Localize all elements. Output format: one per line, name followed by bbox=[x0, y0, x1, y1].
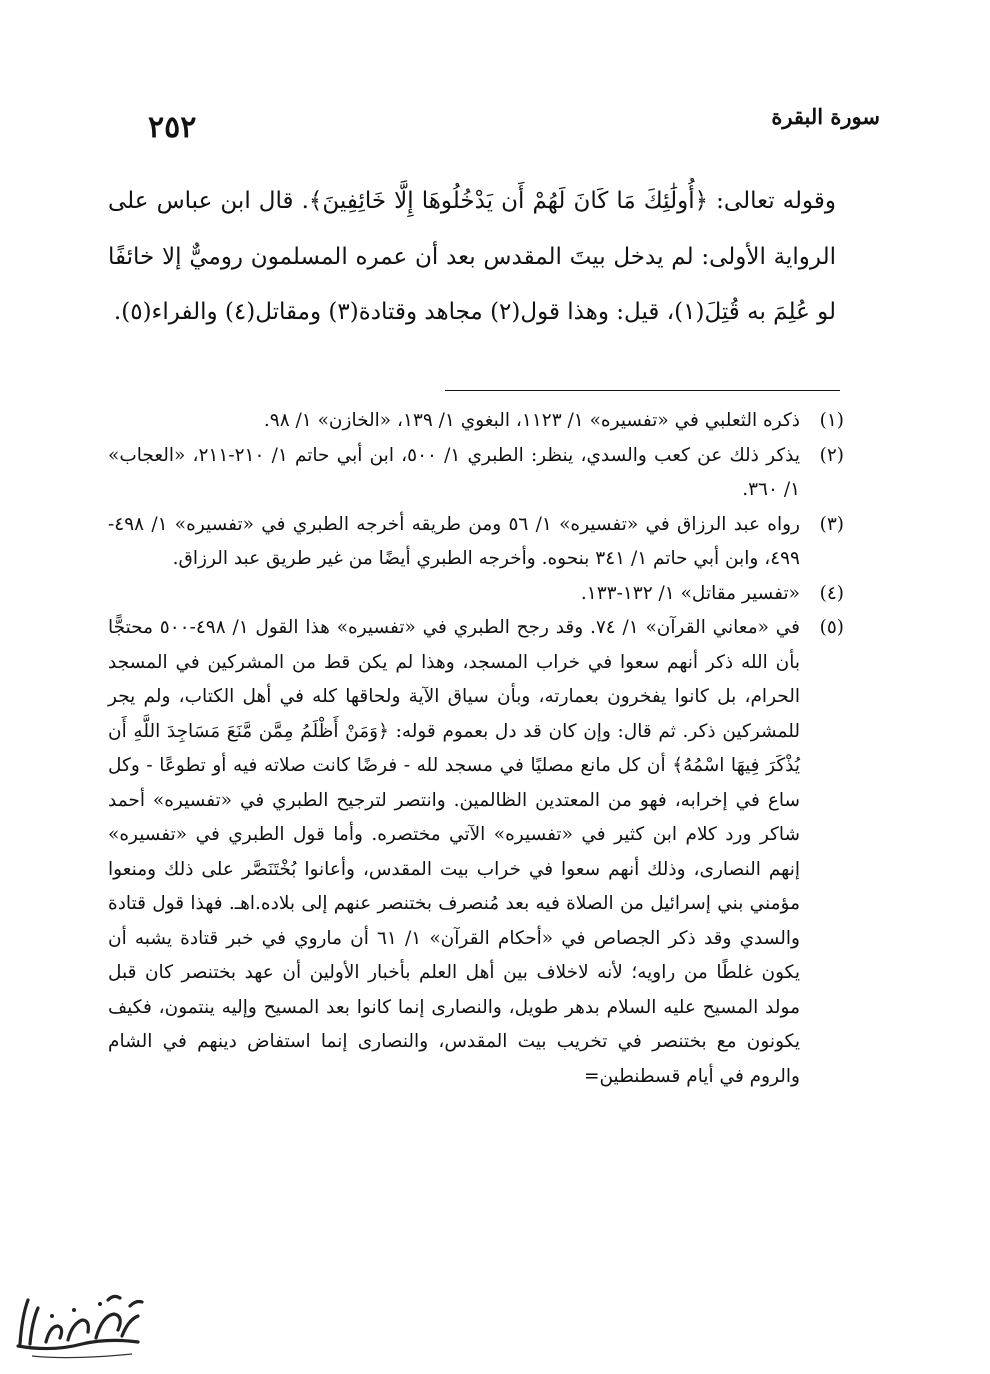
footnote-number: (٥) bbox=[819, 617, 844, 638]
page-number: ٢٥٢ bbox=[148, 110, 197, 145]
sura-title: سورة البقرة bbox=[771, 104, 880, 129]
footnote-2 bbox=[108, 439, 844, 508]
main-text-block bbox=[108, 174, 836, 341]
footnote-1 bbox=[108, 404, 844, 439]
footnote-text: ذكره الثعلبي في «تفسيره» ١/ ١١٢٣، البغوي ١/ ١٣٩، «الخازن» ١/ ٩٨. bbox=[263, 410, 800, 431]
footnote-3 bbox=[108, 508, 844, 577]
footnote-number: (٣) bbox=[819, 513, 844, 535]
footnotes-section bbox=[108, 404, 844, 1094]
calligraphy-logo-graphic bbox=[12, 1286, 148, 1362]
footnote-number: (١) bbox=[819, 410, 844, 431]
footnote-text: في «معاني القرآن» ١/ ٧٤. وقد رجح الطبري في «تفسيره» هذا القول ١/ ٤٩٨-٥٠٠ محتجًّا بأن الله ذكر أنهم سعوا في خراب المسجد، وهذا لم يكن قط من المشركين في المسجد الحرام، بل كانوا يفخرون بعمارته، وبأن سياق الآية ولحاقها كله في أهل الكتاب، ولم يجر للمشركين ذكر. ثم قال: وإن كان قد دل بعموم قوله: ﴿وَمَنْ أَظْلَمُ مِمَّن مَّنَعَ مَسَاجِدَ اللَّهِ أَن يُذْكَرَ فِيهَا اسْمُهُ﴾ أن كل مانع مصليًا في مسجد لله - فرضًا كانت صلاته فيه أو تطوعًا - وكل ساع في إخرابه، فهو من المعتدين الظالمين. وانتصر لترجيح الطبري في «تفسيره» أحمد شاكر ورد كلام ابن كثير في «تفسيره» الآتي مختصره. وأما قول الطبري في «تفسيره» إنهم النصارى، وذلك أنهم سعوا في خراب بيت المقدس، وأعانوا بُخْتَنَصَّر على ذلك ومنعوا مؤمني بني إسرائيل من الصلاة فيه بعد مُنصرف بختنصر عنهم إلى بلاده.اهـ. فهذا قول قتادة والسدي وقد ذكر الجصاص في «أحكام القرآن» ١/ ٦١ أن ماروي في خبر قتادة يشبه أن يكون غلطًا من راويه؛ لأنه لاخلاف بين أهل العلم بأخبار الأولين أن عهد بختنصر كان قبل مولد المسيح عليه السلام بدهر طويل، والنصارى إنما كانوا بعد المسيح وإليه ينتمون، فكيف يكونون مع بختنصر في تخريب بيت المقدس، والنصارى إنما استفاض دينهم في الشام والروم في أيام قسطنطين= bbox=[108, 617, 800, 1087]
calligraphy-logo-icon bbox=[12, 1286, 148, 1362]
footnote-text: «تفسير مقاتل» ١/ ١٣٢-١٣٣. bbox=[580, 582, 800, 604]
footnote-number: (٢) bbox=[819, 444, 844, 466]
footnote-divider bbox=[445, 390, 840, 391]
footnote-4 bbox=[108, 577, 844, 612]
footnote-text: رواه عبد الرزاق في «تفسيره» ١/ ٥٦ ومن طريقه أخرجه الطبري في «تفسيره» ١/ ٤٩٨- ٤٩٩، وابن أبي حاتم ١/ ٣٤١ بنحوه. وأخرجه الطبري أيضًا من غير طريق عبد الرزاق. bbox=[108, 513, 800, 569]
footnote-text: يذكر ذلك عن كعب والسدي، ينظر: الطبري ١/ ٥٠٠، ابن أبي حاتم ١/ ٢١٠-٢١١، «العجاب» ١/ ٣٦٠. bbox=[108, 444, 800, 500]
footnote-number: (٤) bbox=[819, 582, 844, 604]
main-paragraph: وقوله تعالى: ﴿أُولَٰئِكَ مَا كَانَ لَهُمْ أَن يَدْخُلُوهَا إِلَّا خَائِفِينَ﴾. قال ابن عباس على الرواية الأولى: لم يدخل بيتَ المقدس بعد أن عمره المسلمون روميٌّ إلا خائفًا لو عُلِمَ به قُتِلَ(١)، قيل: وهذا قول(٢) مجاهد وقتادة(٣) ومقاتل(٤) والفراء(٥). bbox=[108, 188, 836, 325]
page-header bbox=[108, 98, 880, 146]
footnote-5 bbox=[108, 611, 844, 1094]
